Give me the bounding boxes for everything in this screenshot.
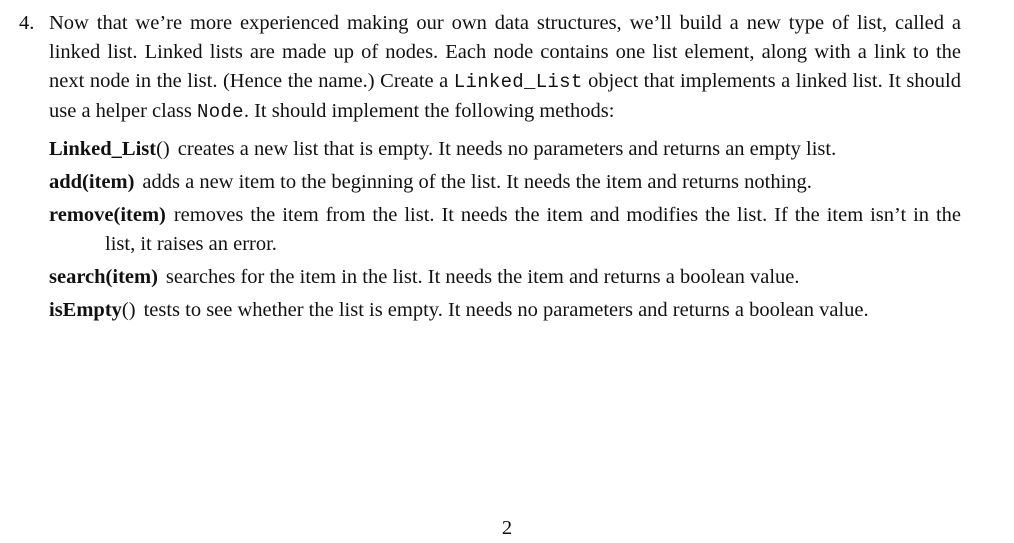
intro-text: Now that we’re more experienced making our own data structures, we’ll build a new type of list, called a linked list. Linked lists are made up of nodes. Each node contains one list element, along with a link to the next node in the list. (Hence the name.) Create a <box>49 12 961 92</box>
method-parens: () <box>156 138 170 160</box>
method-name: Linked_List <box>49 138 157 160</box>
method-description: adds a new item to the beginning of the list. It needs the item and returns nothing. <box>142 171 812 193</box>
intro-text-continued: object that implements a linked list. It should use a helper class <box>49 70 961 122</box>
class-name-code: Linked_List <box>453 71 583 93</box>
intro-text-end: . It should implement the following methods: <box>243 100 615 122</box>
method-description: creates a new list that is empty. It needs no parameters and returns an empty list. <box>177 138 837 160</box>
question-paragraph <box>49 9 961 127</box>
method-item-linked-list <box>49 135 961 164</box>
question-text <box>49 9 961 127</box>
helper-class-code: Node <box>197 101 244 123</box>
method-parens: () <box>121 299 136 321</box>
method-name: add(item) <box>49 171 135 193</box>
method-item-add <box>49 168 961 197</box>
method-description: removes the item from the list. It needs the item and modifies the list. If the item isn’t in the list, it raises an error. <box>105 204 961 255</box>
question-item <box>19 9 964 329</box>
method-description: searches for the item in the list. It needs the item and returns a boolean value. <box>165 266 800 288</box>
method-name: isEmpty <box>49 299 122 321</box>
question-number: 4. <box>19 12 35 34</box>
method-list <box>49 135 961 325</box>
method-name: remove(item) <box>49 204 166 226</box>
method-item-remove <box>49 201 961 259</box>
method-item-search <box>49 263 961 292</box>
page-number: 2 <box>501 517 513 539</box>
method-name: search(item) <box>49 266 158 288</box>
method-description: tests to see whether the list is empty. It needs no parameters and returns a boolean value. <box>143 299 869 321</box>
method-item-is-empty <box>49 296 961 325</box>
